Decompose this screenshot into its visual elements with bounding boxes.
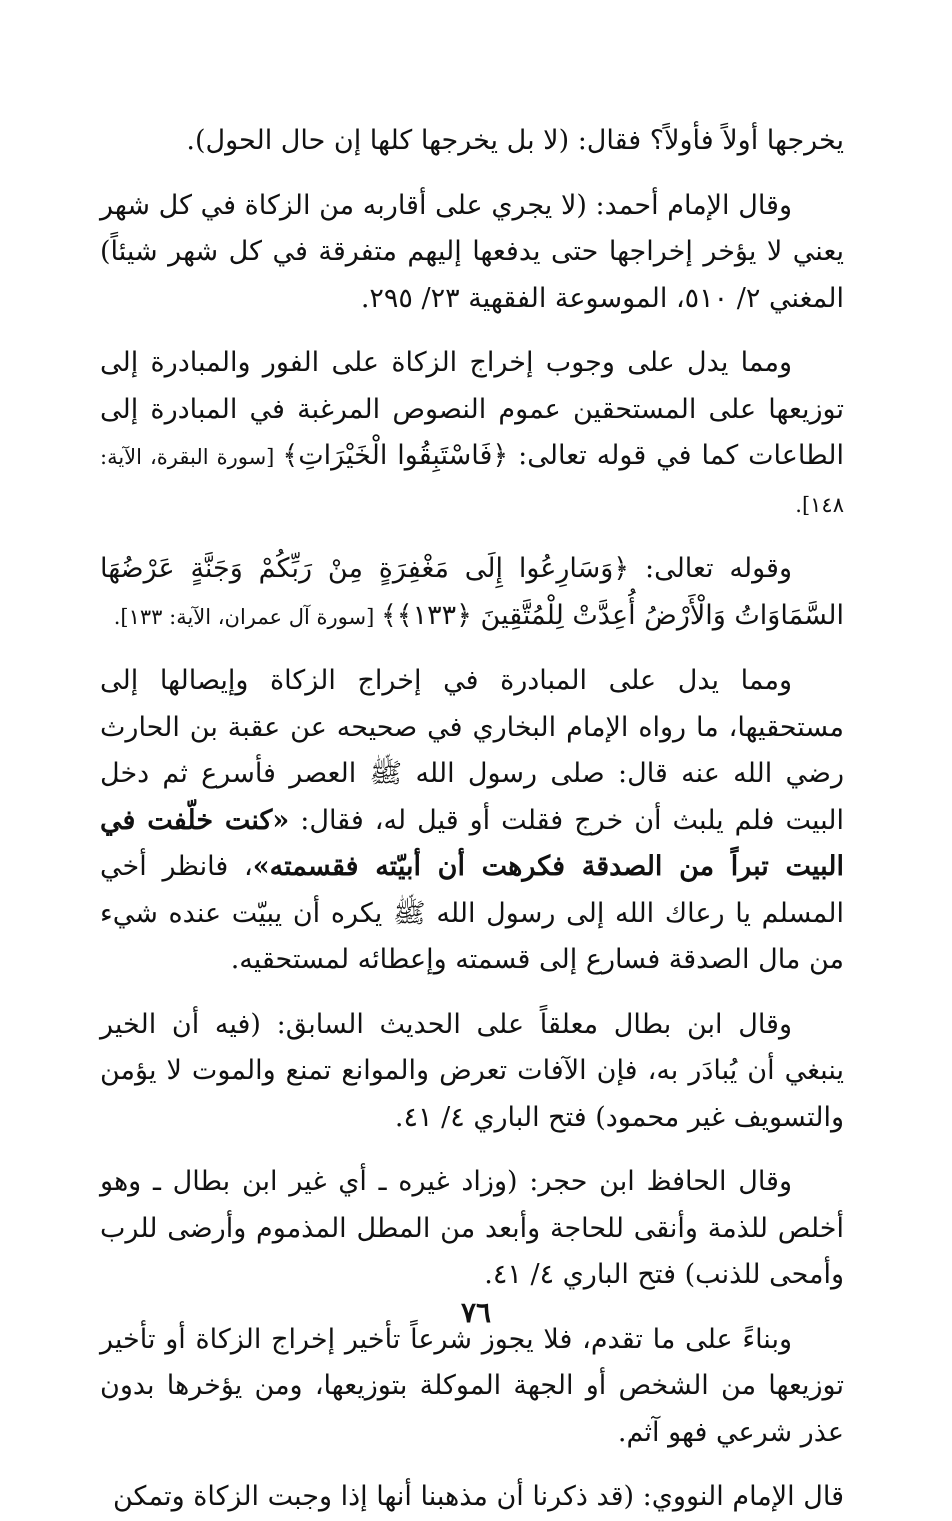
hadith-quote: «كنت خلّفت في البيت تبراً من الصدقة فكرهت أن أبيّته فقسمته» bbox=[100, 804, 844, 882]
page-number: ٧٦ bbox=[460, 1296, 492, 1329]
paragraph-obligation bbox=[100, 340, 844, 528]
verse-reference: [سورة آل عمران، الآية: ١٣٣]. bbox=[113, 604, 381, 629]
verse-reference: [سورة البقرة، الآية: ١٤٨]. bbox=[100, 445, 844, 517]
paragraph-nawawi: قال الإمام النووي: (قد ذكرنا أن مذهبنا أنها إذا وجبت الزكاة وتمكن bbox=[113, 1481, 844, 1512]
quran-verse: ﴿وَسَارِعُوا إِلَى مَغْفِرَةٍ مِنْ رَبِّكُمْ وَجَنَّةٍ عَرْضُهَا السَّمَاوَاتُ وَالْأَرْضُ أُعِدَّتْ لِلْمُتَّقِينَ ﴿١٣٣﴾﴾ bbox=[100, 553, 844, 631]
paragraph-1: يخرجها أولاً فأولاً؟ فقال: (لا بل يخرجها كلها إن حال الحول). bbox=[186, 125, 844, 156]
paragraph-text-continued: ، فانظر أخي المسلم يا رعاك الله إلى رسول الله ﷺ يكره أن يبيّت عنده شيء من مال الصدقة فسارع إلى قسمته وإعطائه لمستحقيه. bbox=[100, 851, 844, 975]
paragraph-ibn-battal: وقال ابن بطال معلقاً على الحديث السابق: (فيه أن الخير ينبغي أن يُبادَر به، فإن الآفات تعرض والموانع تمنع والموت لا يؤمن والتسويف غير محمود) فتح الباري ٤/ ٤١. bbox=[100, 1008, 844, 1133]
quran-verse: ﴿فَاسْتَبِقُوا الْخَيْرَاتِ﴾ bbox=[282, 440, 509, 471]
paragraph-hadith bbox=[100, 658, 844, 984]
paragraph-text: ومما يدل على وجوب إخراج الزكاة على الفور والمبادرة إلى توزيعها على المستحقين عموم النصوص المرغبة في المبادرة إلى الطاعات كما في قوله تعالى: bbox=[100, 347, 844, 471]
paragraph-imam-ahmad: وقال الإمام أحمد: (لا يجري على أقاربه من الزكاة في كل شهر يعني لا يؤخر إخراجها حتى يدفعها إليهم متفرقة في كل شهر شيئاً) المغني ٢/ ٥١٠، الموسوعة الفقهية ٢٣/ ٢٩٥. bbox=[100, 189, 844, 314]
paragraph-ibn-hajar: وقال الحافظ ابن حجر: (وزاد غيره ـ أي غير ابن بطال ـ وهو أخلص للذمة وأنقى للحاجة وأبعد من المطل المذموم وأرضى للرب وأمحى للذنب) فتح الباري ٤/ ٤١. bbox=[100, 1166, 844, 1290]
paragraph-conclusion: وبناءً على ما تقدم، فلا يجوز شرعاً تأخير إخراج الزكاة أو تأخير توزيعها من الشخص أو الجهة الموكلة بتوزيعها، ومن يؤخرها بدون عذر شرعي فهو آثم. bbox=[100, 1323, 844, 1448]
paragraph-text: وقوله تعالى: bbox=[629, 553, 792, 584]
paragraph-text: ومما يدل على المبادرة في إخراج الزكاة وإيصالها إلى مستحقيها، ما رواه الإمام البخاري في صحيحه عن عقبة بن الحارث رضي الله عنه قال: صلى رسول الله ﷺ العصر فأسرع ثم دخل البيت فلم يلبث أن خرج فقلت أو قيل له، فقال: bbox=[100, 665, 844, 836]
paragraph-second-verse bbox=[100, 546, 844, 640]
